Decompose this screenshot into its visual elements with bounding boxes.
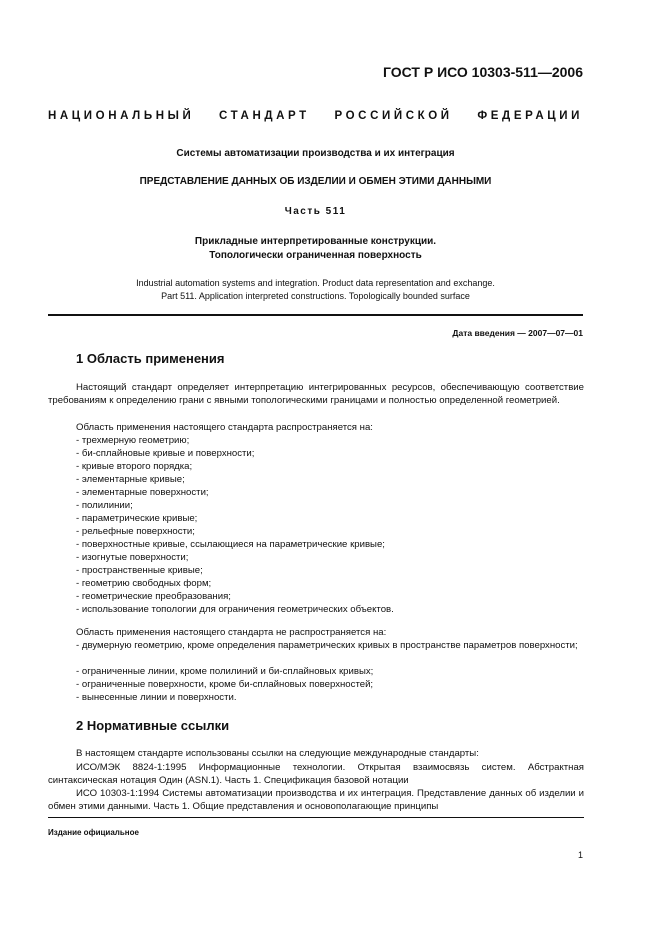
- english-title-line-2: Part 511. Application interpreted constructions. Topologically bounded surface: [161, 291, 470, 301]
- section-1-intro: Настоящий стандарт определяет интерпретацию интегрированных ресурсов, обеспечивающую соответствие требованиям к определению грани с явными топологическими границами и полностью определенной геометрией.: [48, 382, 584, 406]
- title-main: ПРЕДСТАВЛЕНИЕ ДАННЫХ ОБ ИЗДЕЛИИ И ОБМЕН ЭТИМИ ДАННЫМИ: [139, 176, 492, 187]
- scope-in-label: Область применения настоящего стандарта распространяется на:: [76, 422, 373, 433]
- scope-out-list: [76, 665, 373, 704]
- section-1-heading: 1 Область применения: [76, 351, 225, 366]
- effective-date: Дата введения — 2007—07—01: [452, 328, 583, 338]
- list-item: - вынесенные линии и поверхности.: [76, 692, 237, 703]
- list-item: - пространственные кривые;: [76, 565, 203, 576]
- list-item: - би-сплайновые кривые и поверхности;: [76, 448, 255, 459]
- english-title: [48, 277, 583, 303]
- header-divider: [48, 314, 583, 316]
- list-item: - геометрические преобразования;: [76, 591, 231, 602]
- scope-out-label: Область применения настоящего стандарта не распространяется на:: [76, 627, 387, 638]
- list-item: - параметрические кривые;: [76, 513, 198, 524]
- list-item: - ограниченные поверхности, кроме би-сплайновых поверхностей;: [76, 679, 374, 690]
- scope-in-list: [76, 434, 394, 616]
- section-2-intro: В настоящем стандарте использованы ссылки на следующие международные стандарты:: [76, 748, 479, 759]
- title-series: Системы автоматизации производства и их интеграция: [176, 148, 455, 159]
- official-edition-label: Издание официальное: [48, 828, 139, 837]
- subtitle-line-1: Прикладные интерпретированные конструкции.: [194, 236, 437, 247]
- subtitle-line-2: Топологически ограниченная поверхность: [209, 250, 422, 261]
- english-title-line-1: Industrial automation systems and integration. Product data representation and exchange.: [136, 278, 495, 288]
- list-item: - трехмерную геометрию;: [76, 435, 190, 446]
- national-standard-banner: НАЦИОНАЛЬНЫЙ СТАНДАРТ РОССИЙСКОЙ ФЕДЕРАЦИИ: [48, 110, 583, 122]
- list-item: - изогнутые поверхности;: [76, 552, 189, 563]
- scope-out-first-item: - двумерную геометрию, кроме определения параметрических кривых в пространстве параметров поверхности;: [76, 640, 578, 651]
- list-item: - элементарные поверхности;: [76, 487, 209, 498]
- list-item: - использование топологии для ограничения геометрических объектов.: [76, 604, 394, 615]
- list-item: - полилинии;: [76, 500, 133, 511]
- list-item: - поверхностные кривые, ссылающиеся на параметрические кривые;: [76, 539, 385, 550]
- list-item: - геометрию свободных форм;: [76, 578, 212, 589]
- page-number: 1: [577, 850, 583, 860]
- list-item: - рельефные поверхности;: [76, 526, 195, 537]
- reference-iso-8824: ИСО/МЭК 8824-1:1995 Информационные технологии. Открытая взаимосвязь систем. Абстрактная синтаксическая нотация Один (ASN.1). Часть 1. Спецификация базовой нотации: [48, 762, 584, 786]
- list-item: - кривые второго порядка;: [76, 461, 193, 472]
- title-part: Часть 511: [284, 206, 347, 217]
- list-item: - элементарные кривые;: [76, 474, 185, 485]
- footer-divider: [48, 817, 584, 818]
- list-item: - ограниченные линии, кроме полилиний и би-сплайновых кривых;: [76, 666, 374, 677]
- title-subtitle: [48, 235, 583, 263]
- reference-iso-10303-1: ИСО 10303-1:1994 Системы автоматизации производства и их интеграция. Представление данных об изделии и обмен этими данными. Часть 1. Общие представления и основополагающие принципы: [48, 788, 584, 812]
- section-2-heading: 2 Нормативные ссылки: [76, 718, 230, 733]
- gost-number: ГОСТ Р ИСО 10303-511—2006: [383, 64, 583, 80]
